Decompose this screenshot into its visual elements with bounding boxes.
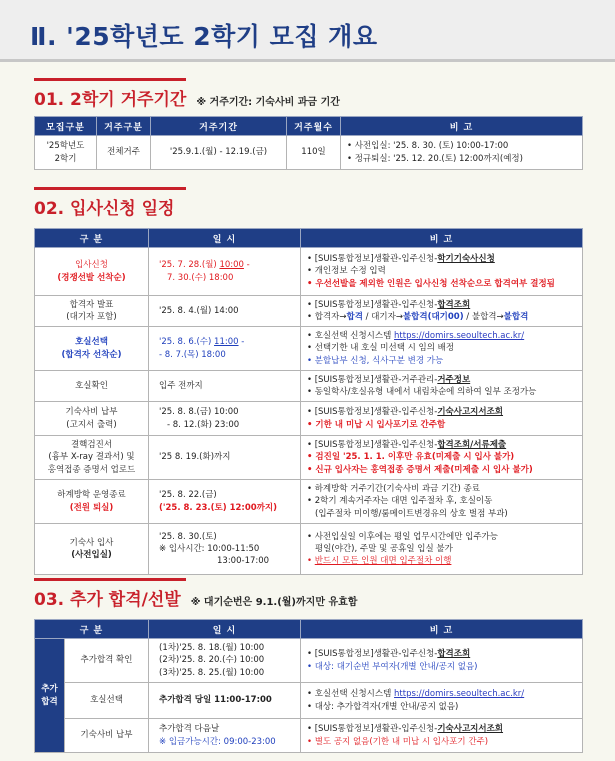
section-1-note: ※ 거주기간: 기숙사비 과금 기간 (196, 97, 340, 108)
table-row (35, 296, 583, 327)
note-text: [SUIS통합정보]생활관-입주신청- (314, 724, 438, 735)
note-line: • 사전입실: '25. 8. 30. (토) 10:00-17:00 (347, 140, 582, 152)
group-label (35, 639, 65, 753)
section-3-title: 03. 추가 합격/선발 (34, 590, 181, 610)
date-time: 11:00 (214, 337, 239, 348)
residence-period-table (34, 116, 583, 170)
date-text: - (243, 260, 250, 271)
section-2-title: 02. 입사신청 일정 (34, 199, 175, 219)
row-label: 호실확인 (35, 371, 149, 402)
semester-label: '25학년도 (46, 141, 85, 152)
note-text: 호실선택 신청시스템 (314, 331, 395, 342)
residence-type: 전체거주 (97, 136, 151, 170)
note-text: [SUIS통합정보]생활관-입주신청- (314, 649, 438, 660)
warning-line: • 검진일 '25. 1. 1. 이후만 유효(미제출 시 입사 불가) (307, 451, 582, 463)
warning-line: • 기한 내 미납 시 입사포기로 간주함 (307, 419, 582, 431)
row-label: 기숙사비 납부 (65, 407, 118, 418)
section-divider (34, 578, 186, 581)
page-title: Ⅱ. '25학년도 2학기 모집 개요 (30, 22, 378, 51)
note-text: [SUIS통합정보]생활관-거주관리- (314, 374, 438, 385)
row-label: 기숙사비 납부 (65, 719, 149, 753)
date-text: '25. 8. 30.(토) (159, 531, 217, 542)
col-header: 비 고 (341, 117, 583, 136)
row-label: 결핵검진서 (70, 440, 113, 451)
menu-path: 기숙사고지서조회 (437, 407, 504, 418)
table-row (35, 248, 583, 296)
col-header: 비 고 (301, 229, 583, 248)
note-line: • 사전입실일 이후에는 평일 업무시간에만 입주가능 (307, 531, 582, 543)
note-text: [SUIS통합정보]생활관-입주신청- (314, 299, 438, 310)
col-header: 일 시 (149, 229, 301, 248)
menu-path: 합격조회/서류제출 (437, 440, 507, 451)
note-line: • 하계방학 거주기간(기숙사비 과금 기간) 종료 (307, 483, 582, 495)
warning-text: 입주절차 이행 (399, 556, 452, 567)
section-3-note: ※ 대기순번은 9.1.(월)까지만 유효함 (190, 597, 358, 608)
date-text: (2차)'25. 8. 20.(수) 10:00 (159, 655, 265, 666)
table-row (35, 436, 583, 480)
col-header: 구 분 (35, 229, 149, 248)
note-line: 평일(야간), 주말 및 공휴일 입실 불가 (315, 543, 453, 554)
section-divider (34, 187, 186, 190)
status-waitlist: 불합격(대기00) (402, 312, 464, 322)
col-header: 거주구분 (97, 117, 151, 136)
note-text: [SUIS통합정보]생활관-입주신청- (314, 440, 438, 451)
row-label: 추가합격 확인 (65, 639, 149, 683)
group-label-line: 추가 (41, 684, 58, 695)
note-line: • 개인정보 수정 입력 (307, 265, 582, 277)
note-text: / 대기자→ (362, 312, 403, 322)
row-sublabel: (합격자 선착순) (61, 349, 122, 360)
row-sublabel: (고지서 출력) (66, 419, 117, 430)
semester-label: 2학기 (54, 153, 77, 164)
table-row (35, 136, 583, 170)
section-divider (34, 78, 186, 81)
row-sublabel: (경쟁선발 선착순) (57, 272, 126, 283)
note-line: • 분할납부 신청, 식사구분 변경 가능 (307, 355, 582, 367)
row-sublabel: (사전입실) (71, 550, 112, 560)
col-header: 거주월수 (287, 117, 341, 136)
group-label-line: 합격 (41, 696, 58, 707)
date-text: '25. 8. 6.(수) (159, 337, 215, 348)
date-text: - 8. 7.(목) 18:00 (159, 349, 226, 360)
note-line: (입주절차 미이행/룸메이트변경유의 상호 벌점 부과) (315, 508, 508, 519)
room-selection-link[interactable]: https://domirs.seoultech.ac.kr/ (394, 689, 525, 700)
col-header: 모집구분 (35, 117, 97, 136)
title-bar (0, 0, 615, 62)
row-label: 호실선택 (65, 683, 149, 719)
date-text: 추가합격 당일 11:00-17:00 (149, 683, 301, 719)
col-header: 구 분 (35, 620, 149, 639)
row-label: 기숙사 입사 (69, 537, 114, 548)
date-text: 입주 전까지 (149, 371, 301, 402)
row-label: 호실선택 (75, 337, 108, 348)
row-sublabel: (대기자 포함) (66, 312, 117, 322)
section-1-title: 01. 2학기 거주기간 (34, 90, 187, 110)
table-row (35, 719, 583, 753)
warning-line: • 별도 공지 없음(기한 내 미납 시 입사포기 간주) (307, 736, 582, 748)
note-text: 호실선택 신청시스템 (314, 689, 395, 700)
warning-line: • 신규 입사자는 홍역접종 증명서 제출(미제출 시 입사 불가) (307, 464, 582, 476)
menu-path: 기숙사고지서조회 (437, 724, 504, 735)
status-pass: 합격 (346, 312, 363, 322)
note-line: • 대상: 추가합격자(개별 안내/공지 없음) (307, 701, 582, 713)
date-text: - 8. 12.(화) 23:00 (167, 419, 240, 430)
menu-path: 거주정보 (437, 374, 471, 385)
date-text: '25. 8. 22.(금) (159, 490, 217, 501)
table-row (35, 327, 583, 371)
residence-days: 110일 (287, 136, 341, 170)
table-row (35, 480, 583, 524)
col-header: 비 고 (301, 620, 583, 639)
date-text: '25. 8. 4.(월) 14:00 (149, 296, 301, 327)
section-1-header (34, 78, 340, 110)
col-header: 거주기간 (151, 117, 287, 136)
additional-admission-table (34, 619, 583, 753)
note-text: [SUIS통합정보]생활관-입주신청- (314, 254, 438, 265)
date-text: ※ 입사시간: 10:00-11:50 (159, 543, 260, 554)
date-text: '25 8. 19.(화)까지 (149, 436, 301, 480)
warning-line: • 우선선발을 제외한 인원은 입사신청 선착순으로 합격여부 결정됨 (307, 278, 582, 290)
note-text: [SUIS통합정보]생활관-입주신청- (314, 407, 438, 418)
date-text: 13:00-17:00 (217, 556, 270, 567)
note-text: 합격자→ (314, 312, 347, 322)
row-sublabel: (흉부 X-ray 결과서) 및 (48, 452, 135, 463)
date-text: 추가합격 다음날 (159, 724, 220, 735)
status-fail: 불합격 (503, 312, 529, 322)
warning-text: 반드시 모든 인원 대면 (314, 556, 400, 567)
date-text: '25. 8. 8.(금) 10:00 (159, 407, 239, 418)
menu-path: 합격조회 (437, 299, 471, 310)
row-label: 입사신청 (75, 260, 108, 271)
date-text: ('25. 8. 23.(토) 12:00까지) (159, 502, 277, 513)
section-3-header (34, 578, 357, 610)
date-time: 10:00 (219, 260, 244, 271)
date-text: '25. 7. 28.(월) (159, 260, 220, 271)
note-line: • 선택기한 내 호실 미선택 시 임의 배정 (307, 342, 582, 354)
row-label: 합격자 발표 (69, 299, 114, 310)
menu-path: 합격조회 (437, 649, 471, 660)
note-line: • 2학기 계속거주자는 대면 입주절차 후, 호실이동 (307, 495, 582, 507)
row-sublabel: (전원 퇴실) (69, 502, 114, 513)
note-line: • 동일학사/호실유형 내에서 내림차순에 의하여 일부 조정가능 (307, 386, 582, 398)
application-schedule-table (34, 228, 583, 575)
date-text: 7. 30.(수) 18:00 (167, 272, 234, 283)
date-text: ※ 입금가능시간: 09:00-23:00 (159, 736, 276, 747)
col-header: 일 시 (149, 620, 301, 639)
table-row (35, 683, 583, 719)
note-line: • 대상: 대기순번 부여자(개별 안내/공지 없음) (307, 661, 582, 673)
residence-period: '25.9.1.(월) - 12.19.(금) (151, 136, 287, 170)
table-row (35, 402, 583, 436)
table-row (35, 524, 583, 575)
menu-path: 학기기숙사신청 (437, 254, 495, 265)
row-label: 하계방학 운영종료 (57, 490, 126, 501)
date-text: (3차)'25. 8. 25.(월) 10:00 (159, 667, 265, 678)
date-text: (1차)'25. 8. 18.(월) 10:00 (159, 643, 265, 654)
row-sublabel: 홍역접종 증명서 업로드 (47, 464, 136, 475)
section-2-header (34, 187, 186, 219)
table-row (35, 639, 583, 683)
table-row (35, 371, 583, 402)
room-selection-link[interactable]: https://domirs.seoultech.ac.kr/ (394, 331, 525, 342)
note-text: / 불합격→ (463, 312, 504, 322)
date-text: - (238, 337, 245, 348)
note-line: • 정규퇴실: '25. 12. 20.(토) 12:00까지(예정) (347, 153, 582, 165)
